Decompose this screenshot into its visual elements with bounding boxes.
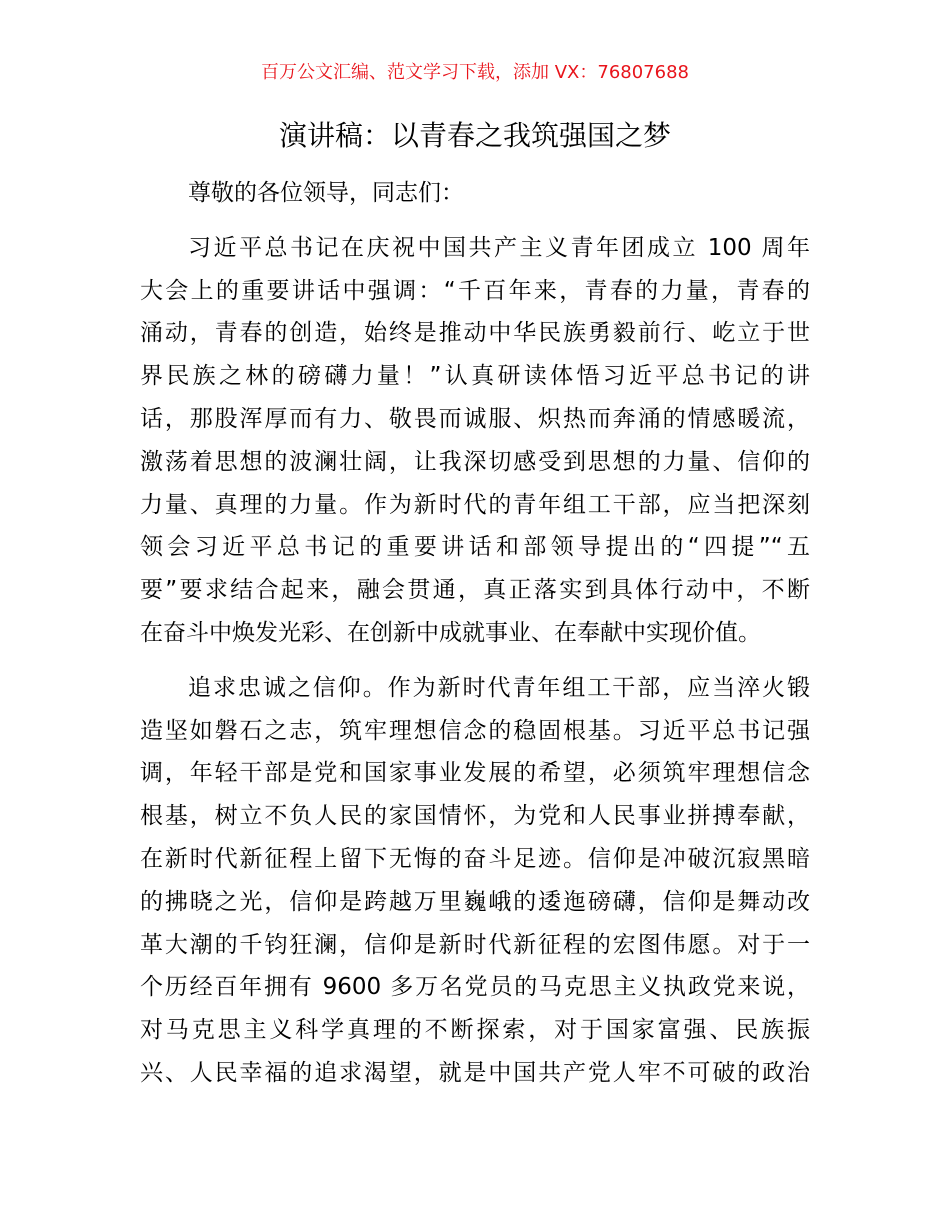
text-line: 兴、人民幸福的追求渴望，就是中国共产党人牢不可破的政治 [140,1059,810,1086]
watermark-header: 百万公文汇编、范文学习下载，添加 VX：76807688 [261,62,689,83]
text-line: 界民族之林的磅礴力量！”认真研读体悟习近平总书记的讲 [140,363,810,390]
text-line: 习近平总书记在庆祝中国共产主义青年团成立 100 周年 [188,234,810,261]
text-line: 在新时代新征程上留下无悔的奋斗足迹。信仰是冲破沉寂黑暗 [140,845,810,872]
text-line: 领会习近平总书记的重要讲话和部领导提出的“四提”“五 [140,534,810,561]
text-line: 革大潮的千钧狂澜，信仰是新时代新征程的宏图伟愿。对于一 [140,931,810,958]
text-line: 话，那股浑厚而有力、敬畏而诚服、炽热而奔涌的情感暖流， [140,405,810,432]
text-line: 造坚如磐石之志，筑牢理想信念的稳固根基。习近平总书记强 [140,717,810,744]
text-line: 尊敬的各位领导，同志们： [188,180,464,206]
text-line: 激荡着思想的波澜壮阔，让我深切感受到思想的力量、信仰的 [140,448,810,475]
text-line: 涌动，青春的创造，始终是推动中华民族勇毅前行、屹立于世 [140,320,810,347]
text-line: 追求忠诚之信仰。作为新时代青年组工干部，应当淬火锻 [188,674,810,701]
text-line: 调，年轻干部是党和国家事业发展的希望，必须筑牢理想信念 [140,760,810,787]
paragraph [140,172,810,215]
paragraph [140,227,810,655]
text-line: 要”要求结合起来，融会贯通，真正落实到具体行动中，不断 [140,577,810,604]
text-line: 对马克思主义科学真理的不断探索，对于国家富强、民族振 [140,1017,810,1044]
text-line: 力量、真理的力量。作为新时代的青年组工干部，应当把深刻 [140,491,810,518]
text-line: 大会上的重要讲话中强调：“千百年来，青春的力量，青春的 [140,277,810,304]
document-title: 演讲稿：以青春之我筑强国之梦 [278,119,671,152]
text-line: 根基，树立不负人民的家国情怀，为党和人民事业拼搏奉献， [140,803,810,830]
paragraph [140,667,810,1095]
document-body [140,172,810,1107]
text-line: 在奋斗中焕发光彩、在创新中成就事业、在奉献中实现价值。 [140,619,761,646]
text-line: 的拂晓之光，信仰是跨越万里巍峨的逶迤磅礴，信仰是舞动改 [140,888,810,915]
text-line: 个历经百年拥有 9600 多万名党员的马克思主义执政党来说， [140,974,810,1001]
